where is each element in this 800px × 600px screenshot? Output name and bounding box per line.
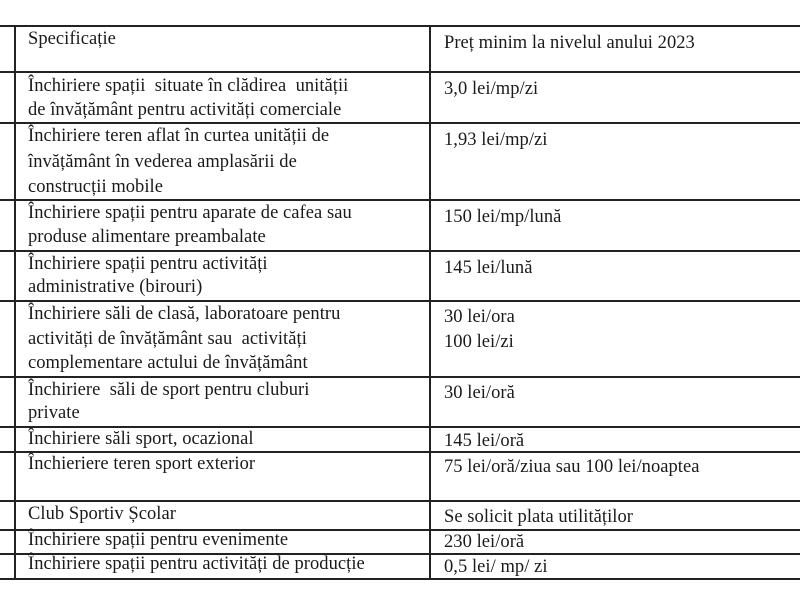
row-spec-line: Închiriere săli sport, ocazional (28, 429, 254, 449)
row-price: Se solicit plata utilităților (444, 507, 633, 527)
row-spec-line: Club Sportiv Școlar (28, 504, 176, 524)
row-spec-line: Închiriere spații pentru activități (28, 254, 268, 274)
row-price: 145 lei/lună (444, 258, 533, 278)
row-spec-line: private (28, 403, 80, 423)
row-spec-line: Închiriere teren aflat în curtea unității de (28, 126, 330, 146)
table-rule (0, 71, 800, 73)
row-spec-line: de învățământ pentru activități comerciale (28, 100, 342, 120)
row-spec-line: construcții mobile (28, 177, 163, 197)
table-rule (14, 25, 16, 579)
row-spec-line: Închieriere teren sport exterior (28, 454, 256, 474)
header-pret: Preț minim la nivelul anului 2023 (444, 33, 695, 53)
table-rule (429, 25, 431, 579)
row-spec-line: administrative (birouri) (28, 277, 203, 297)
row-spec-line: complementare actului de învățământ (28, 353, 308, 373)
row-price: 100 lei/zi (444, 332, 514, 352)
row-price: 3,0 lei/mp/zi (444, 79, 539, 99)
row-spec-line: Închiriere spații situate în clădirea unității (28, 76, 349, 96)
row-spec-line: Închiriere spații pentru aparate de cafea sau (28, 203, 352, 223)
row-spec-line: activități de învățământ sau activități (28, 329, 307, 349)
row-spec-line: Închiriere săli de sport pentru cluburi (28, 380, 310, 400)
table-rule (0, 25, 800, 27)
row-price: 150 lei/mp/lună (444, 207, 562, 227)
row-price: 30 lei/oră (444, 383, 515, 403)
table-rule (0, 578, 800, 580)
row-price: 145 lei/oră (444, 431, 525, 451)
row-spec-line: Închiriere spații pentru evenimente (28, 530, 289, 550)
row-spec-line: învățământ în vederea amplasării de (28, 152, 297, 172)
row-price: 0,5 lei/ mp/ zi (444, 557, 548, 577)
row-spec-line: Închiriere spații pentru activități de producție (28, 554, 365, 574)
row-price: 75 lei/oră/ziua sau 100 lei/noaptea (444, 457, 700, 477)
row-price: 1,93 lei/mp/zi (444, 130, 548, 150)
header-specificatie: Specificație (28, 29, 116, 49)
row-price: 230 lei/oră (444, 532, 525, 552)
row-spec-line: Închiriere săli de clasă, laboratoare pentru (28, 304, 341, 324)
row-spec-line: produse alimentare preambalate (28, 227, 266, 247)
row-price: 30 lei/ora (444, 307, 515, 327)
